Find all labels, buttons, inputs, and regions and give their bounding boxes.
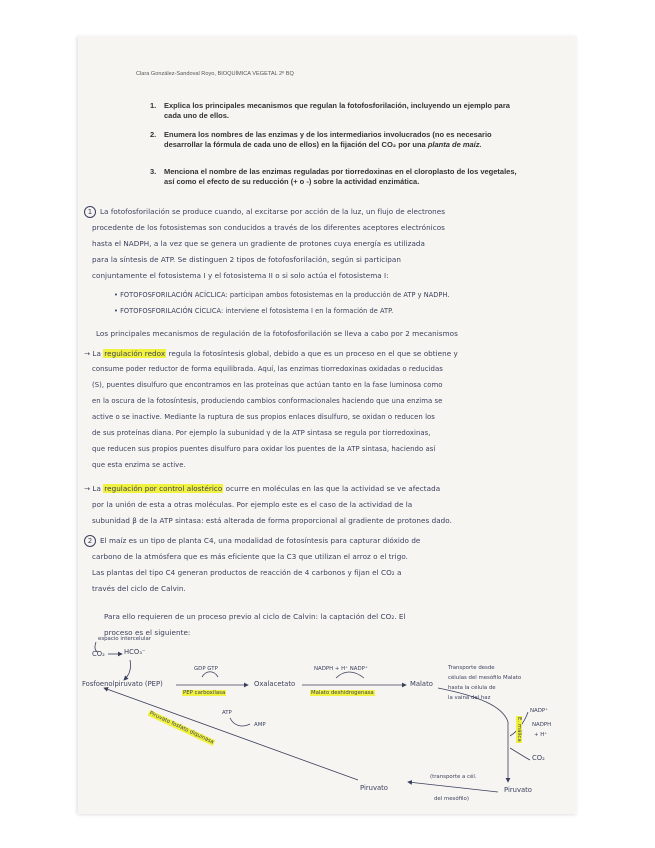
redox-line: que esta enzima se active.: [92, 461, 186, 469]
hco3-label: HCO₃⁻: [124, 648, 146, 656]
piruvato-right-label: Piruvato: [504, 786, 532, 794]
co2-label: CO₂: [92, 650, 105, 658]
nadp-side: NADP⁺: [530, 708, 548, 714]
question-text: Menciona el nombre de las enzimas reguladas por tiorredoxinas en el cloroplasto de los vegetales, así como el efecto de su reducción (+ o -) sobre la actividad enzimática.: [164, 167, 517, 186]
pep-label: Fosfoenolpiruvato (PEP): [82, 680, 163, 688]
espacio-intercelular-label: espacio intercelular: [98, 636, 151, 642]
answer-2-para: proceso es el siguiente:: [104, 628, 191, 637]
answer-1-line: hasta el NADPH, a la vez que se genera un gradiente de protones cuya energía es utilizada: [92, 239, 426, 248]
answer-2-marker: 2: [84, 535, 96, 547]
nadph-label: NADPH + H⁺ NADP⁺: [314, 666, 368, 672]
allosteric-heading: → La regulación por control alostérico ocurre en moléculas en las que la actividad se ve afectada: [84, 484, 441, 493]
malic-enzyme-label: E. málica: [516, 717, 522, 742]
pep-carboxilasa-label: PEP carboxilasa: [183, 690, 226, 696]
oxalacetato-label: Oxalacetato: [254, 680, 296, 688]
answer-1-line: conjuntamente el fotosistema I y el fotosistema II o si solo actúa el fotosistema I:: [92, 271, 389, 280]
transporte-line: Transporte desde: [448, 665, 495, 671]
redox-line: en la oscura de la fotosíntesis, produciendo cambios conformacionales haciendo que una enzima se: [92, 397, 443, 405]
redox-line: (S), puentes disulfuro que encontramos en las proteínas que actúan tanto en la fase luminosa como: [92, 381, 443, 389]
transporte2-line: del mesófilo): [434, 796, 469, 802]
transporte-line: células del mesófilo Malato: [448, 675, 522, 681]
h-side: + H⁺: [534, 732, 548, 738]
co2-release: [510, 748, 530, 760]
allosteric-line: subunidad β de la ATP sintasa: está alterada de forma proporcional al gradiente de protones dado.: [92, 516, 452, 525]
answer-1-line: para la síntesis de ATP. Se distinguen 2 tipos de fotofosforilación, según si participan: [92, 255, 401, 264]
answer-1-line: La fotofosforilación se produce cuando, al excitarse por acción de la luz, un flujo de electrones: [100, 207, 446, 216]
ppdk-label: Piruvato fosfato diquinasa: [148, 710, 215, 746]
answer-1-line: procedente de los fotosistemas son conducidos a través de los diferentes aceptores electrónicos: [92, 223, 445, 232]
transporte-line: hasta la célula de: [448, 685, 496, 691]
malato-label: Malato: [410, 680, 433, 688]
transporte2-line: (transporte a cél.: [430, 774, 477, 780]
piruvato-mid-label: Piruvato: [360, 784, 388, 792]
question-number: 3.: [150, 167, 157, 176]
regulation-intro: Los principales mecanismos de regulación de la fotofosforilación se lleva a cabo por 2 mecanismos: [96, 329, 458, 338]
redox-line: de sus proteínas diana. Por ejemplo la subunidad γ de la ATP sintasa se regula por tiorredoxinas,: [92, 429, 431, 437]
transport-line: [438, 688, 508, 722]
question-text-italic: planta de maíz.: [427, 140, 482, 149]
redox-line: que reducen sus propios puentes disulfuro para oxidar los puentes de la ATP sintasa, haciendo así: [92, 445, 436, 453]
answer-1-marker: 1: [84, 206, 96, 218]
gdp-gtp-label: GDP GTP: [194, 666, 218, 672]
co2-side-label: CO₂: [532, 754, 545, 762]
diagram-arrows: [78, 36, 577, 814]
nadph-curve: [336, 672, 364, 678]
arrow-piruvato-piruvato: [408, 782, 498, 792]
question-text: Enumera los nombres de las enzimas y de los intermediarios involucrados (no es necesario desarrollar la fórmula de cada uno de ellos) en la fijación del CO₂ por una: [164, 130, 492, 149]
redox-line: consume poder reductor de forma equilibrada. Aquí, las enzimas tiorredoxinas oxidadas o reducidas: [92, 365, 443, 373]
nadph-side: NADPH: [532, 722, 552, 728]
atp-label: ATP: [222, 710, 232, 716]
answer-2-para: Para ello requieren de un proceso previo al ciclo de Calvin: la captación del CO₂. El: [104, 612, 406, 621]
document-header: Clara González-Sandoval Royo, BIOQUÍMICA VEGETAL 2º BQ: [136, 71, 294, 77]
answer-2-line: través del ciclo de Calvin.: [92, 584, 186, 593]
question-number: 2.: [150, 130, 157, 139]
question-text: Explica los principales mecanismos que regulan la fotofosforilación, incluyendo un ejemplo para cada uno de ellos.: [164, 101, 510, 120]
gdp-gtp-curve: [202, 672, 218, 677]
question-number: 1.: [150, 101, 157, 110]
arrow-piruvato-pep: [104, 688, 358, 780]
malato-deshidrogenasa-label: Malato deshidrogenasa: [311, 690, 374, 696]
allosteric-line: por la unión de esta a otras moléculas. Por ejemplo este es el caso de la actividad de la: [92, 500, 413, 509]
bullet-cyclic: • FOTOFOSFORILACIÓN CÍCLICA: interviene el fotosistema I en la formación de ATP.: [114, 307, 394, 315]
redox-heading: → La regulación redox regula la fotosíntesis global, debido a que es un proceso en el que se obtiene y: [84, 349, 458, 358]
redox-line: active o se inactive. Mediante la ruptura de sus propios enlaces disulfuro, se oxidan o reducen los: [92, 413, 435, 421]
answer-2-line: carbono de la atmósfera que es más eficiente que la C3 que utilizan el arroz o el trigo.: [92, 552, 408, 561]
amp-label: AMP: [254, 722, 266, 728]
answer-2-line: El maíz es un tipo de planta C4, una modalidad de fotosíntesis para capturar dióxido de: [100, 536, 421, 545]
highlight-allosteric: regulación por control alostérico: [104, 484, 223, 493]
bullet-acyclic: • FOTOFOSFORILACIÓN ACÍCLICA: participan ambos fotosistemas en la producción de ATP y NADPH.: [114, 291, 450, 299]
highlight-redox: regulación redox: [104, 349, 166, 358]
atp-amp-curve: [230, 718, 250, 726]
document-page: [78, 36, 577, 814]
answer-2-line: Las plantas del tipo C4 generan productos de reacción de 4 carbonos y fijan el CO₂ a: [92, 568, 402, 577]
arrow-hco3-pep: [124, 660, 131, 680]
transporte-line: la vaina del haz: [448, 695, 491, 701]
